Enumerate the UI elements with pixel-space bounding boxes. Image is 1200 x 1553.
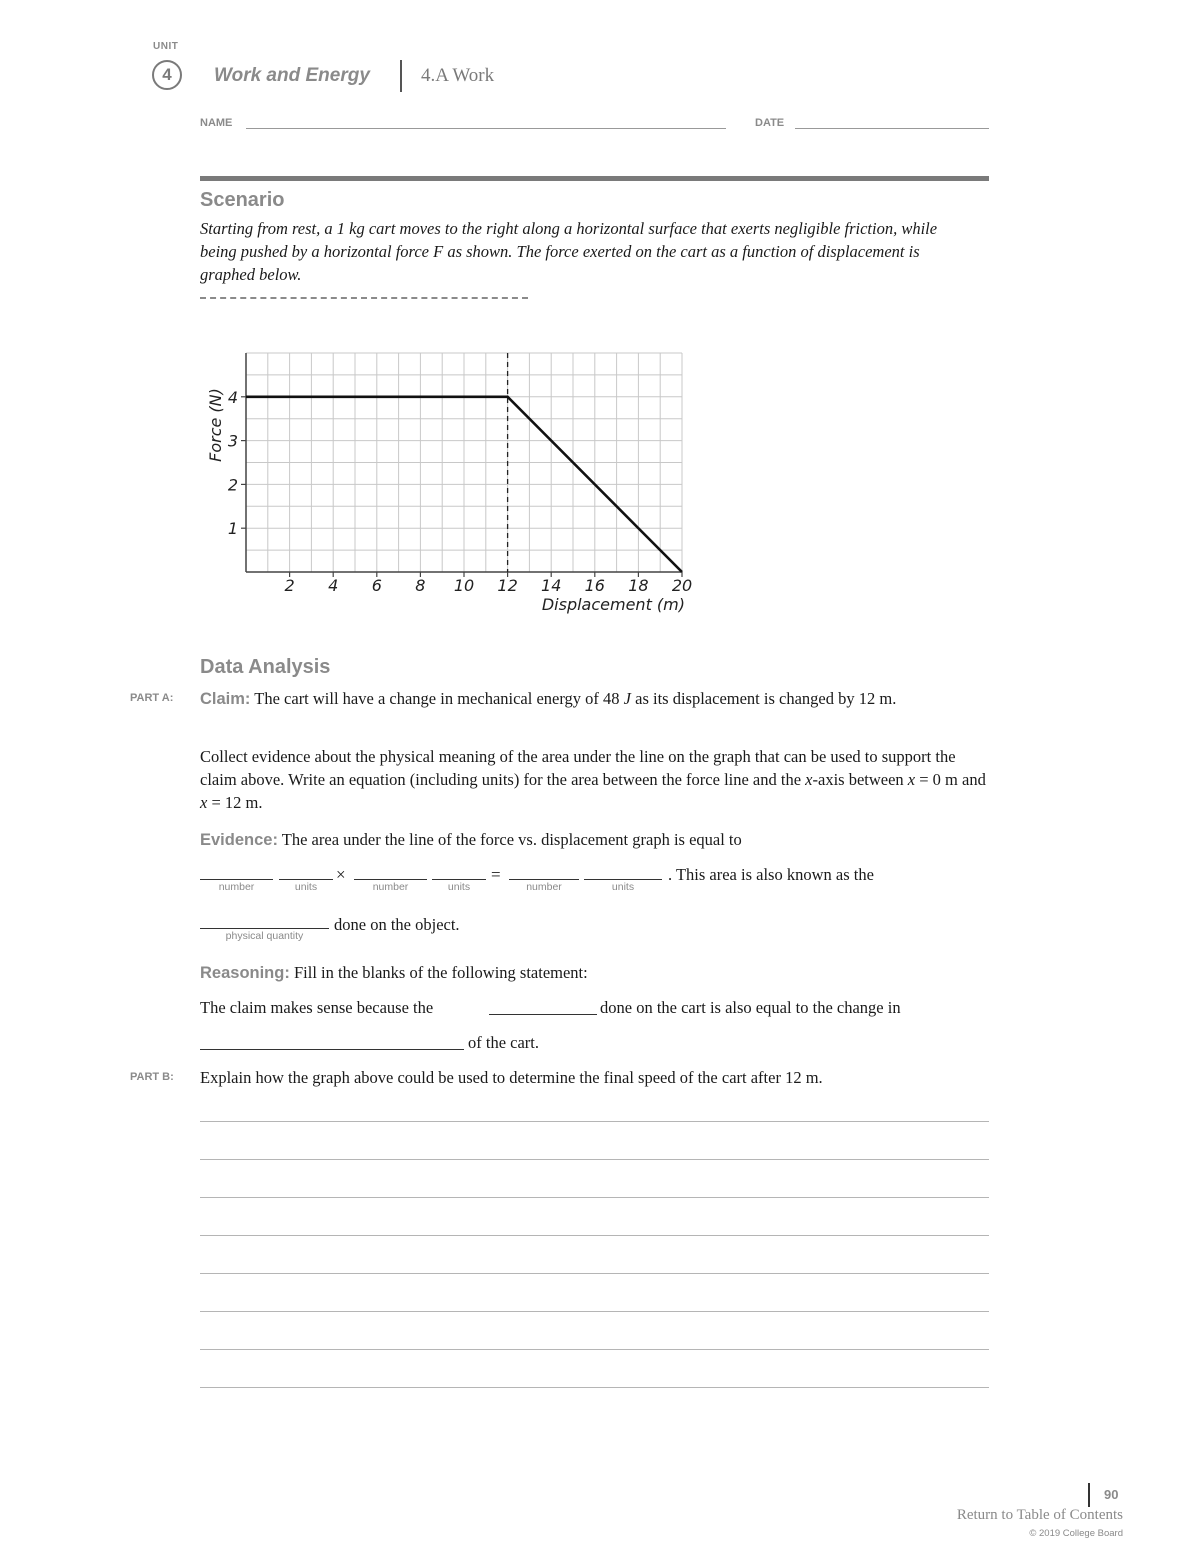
blank-units-1[interactable]	[279, 879, 333, 880]
claim-paragraph	[200, 687, 970, 711]
times-symbol: ×	[336, 865, 346, 884]
name-label: NAME	[200, 117, 233, 129]
part-b-label: PART B:	[130, 1071, 174, 1083]
area-known-as-text: . This area is also known as the	[668, 865, 874, 884]
section-title: 4.A Work	[421, 65, 495, 86]
date-field[interactable]	[795, 128, 989, 129]
x-axis-label: Displacement (m)	[541, 595, 685, 614]
name-field[interactable]	[246, 128, 726, 129]
answer-line[interactable]	[200, 1235, 989, 1236]
blank-reasoning-1[interactable]	[489, 1014, 597, 1015]
y-axis-label: Force (N)	[206, 388, 225, 462]
claim-sense-text-a: The claim makes sense because the	[200, 998, 434, 1017]
done-on-object-text: done on the object.	[334, 915, 460, 934]
dashed-divider	[200, 297, 528, 299]
collect-text-1: Collect evidence about the physical meaning of the area under the line on the graph that can be used to support the claim above. Write an equation (including units) for the area between the force line and the	[200, 747, 956, 789]
claim-keyword: Claim:	[200, 690, 251, 708]
x-tick-label: 2	[284, 576, 295, 595]
page-number: 90	[1104, 1487, 1119, 1502]
reasoning-text: Fill in the blanks of the following statement:	[289, 963, 588, 982]
x-tick-label: 12	[497, 576, 518, 595]
copyright-text: © 2019 College Board	[1029, 1528, 1123, 1539]
x-tick-label: 10	[453, 576, 475, 595]
answer-line[interactable]	[200, 1311, 989, 1312]
force-displacement-chart	[195, 340, 715, 625]
answer-line[interactable]	[200, 1387, 989, 1388]
top-rule	[200, 176, 989, 181]
evidence-text: The area under the line of the force vs. displacement graph is equal to	[277, 830, 742, 849]
chart-grid	[246, 353, 682, 572]
unit-label: UNIT	[153, 41, 179, 52]
x-tick-label: 14	[541, 576, 562, 595]
collect-var-x: x	[805, 770, 813, 789]
blank-number-1[interactable]	[200, 879, 273, 880]
footer-divider	[1088, 1483, 1090, 1507]
answer-line[interactable]	[200, 1197, 989, 1198]
part-a-label: PART A:	[130, 692, 174, 704]
evidence-keyword: Evidence:	[200, 831, 278, 849]
x-tick-label: 18	[628, 576, 649, 595]
y-tick-label: 2	[227, 475, 238, 495]
reasoning-paragraph	[200, 961, 588, 985]
blank-label: units	[611, 881, 635, 893]
claim-text-1: The cart will have a change in mechanical energy of 48	[250, 689, 624, 708]
of-the-cart-text: of the cart.	[468, 1033, 540, 1052]
answer-line[interactable]	[200, 1349, 989, 1350]
y-tick-label: 4	[227, 387, 238, 407]
return-to-toc-link[interactable]: Return to Table of Contents	[956, 1507, 1123, 1523]
blank-label: number	[218, 881, 255, 893]
blank-units-2[interactable]	[432, 879, 486, 880]
claim-unit: J	[623, 689, 631, 708]
part-b-question: Explain how the graph above could be used to determine the final speed of the cart after 12 m.	[200, 1068, 823, 1087]
equals-symbol: =	[491, 865, 501, 884]
collect-evidence-paragraph	[200, 745, 990, 814]
scenario-heading: Scenario	[200, 189, 285, 211]
date-label: DATE	[755, 117, 785, 129]
unit-title: Work and Energy	[214, 65, 370, 86]
collect-text-2: -axis between	[812, 770, 908, 789]
collect-text-3: = 0 m and	[915, 770, 986, 789]
blank-label: number	[526, 881, 562, 893]
claim-sense-text-b: done on the cart is also equal to the change in	[600, 998, 901, 1017]
x-tick-label: 16	[584, 576, 605, 595]
header-divider	[400, 60, 402, 92]
blank-number-2[interactable]	[354, 879, 427, 880]
scenario-text: Starting from rest, a 1 kg cart moves to the right along a horizontal surface that exerts negligible friction, while being pushed by a horizontal force F as shown. The force exerted on the cart as a function of displacement is graphed below.	[200, 219, 938, 284]
blank-label: physical quantity	[225, 930, 304, 942]
x-tick-label: 20	[671, 576, 693, 595]
data-analysis-heading: Data Analysis	[200, 656, 331, 678]
blank-units-3[interactable]	[584, 879, 662, 880]
x-tick-label: 8	[415, 576, 426, 595]
answer-line[interactable]	[200, 1121, 989, 1122]
blank-label: number	[372, 881, 409, 893]
collect-var-x: x	[907, 770, 916, 789]
blank-label: units	[447, 881, 471, 893]
collect-var-x: x	[200, 793, 208, 812]
y-tick-label: 3	[227, 431, 238, 451]
blank-number-3[interactable]	[509, 879, 579, 880]
evidence-paragraph	[200, 828, 970, 852]
x-tick-label: 4	[328, 576, 339, 595]
blank-label: units	[294, 881, 318, 893]
claim-text-2: as its displacement is changed by 12 m.	[631, 689, 897, 708]
answer-line[interactable]	[200, 1159, 989, 1160]
answer-line[interactable]	[200, 1273, 989, 1274]
reasoning-keyword: Reasoning:	[200, 964, 290, 982]
collect-text-4: = 12 m.	[207, 793, 263, 812]
blank-reasoning-2[interactable]	[200, 1049, 464, 1050]
blank-physical-quantity[interactable]	[200, 928, 329, 929]
x-tick-label: 6	[371, 576, 382, 595]
y-tick-label: 1	[227, 519, 238, 539]
unit-number-badge: 4	[152, 60, 182, 90]
